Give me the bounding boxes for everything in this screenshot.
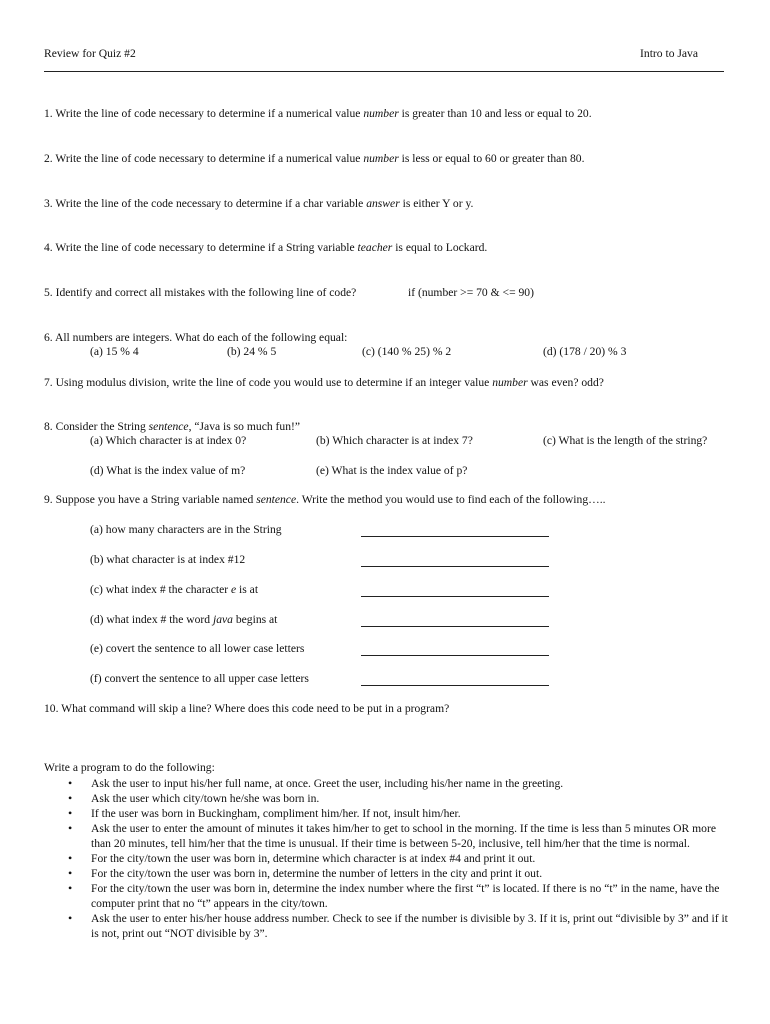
list-item: • Ask the user to input his/her full name, at once. Greet the user, including his/her name in the greeting. — [44, 776, 734, 791]
question-9-variable: sentence — [256, 493, 297, 506]
answer-blank-c[interactable] — [361, 584, 549, 597]
question-9-item-c — [90, 583, 258, 597]
question-9-item-c-text: (c) what index # the character — [90, 583, 231, 596]
question-4-text-end: is equal to Lockard. — [392, 241, 488, 254]
list-item: • Ask the user which city/town he/she was born in. — [44, 791, 734, 806]
list-item: • If the user was born in Buckingham, compliment him/her. If not, insult him/her. — [44, 806, 734, 821]
question-8-text-end: , “Java is so much fun!” — [188, 420, 300, 433]
question-9-item-d-variable: java — [213, 613, 233, 626]
question-9-text-end: . Write the method you would use to find each of the following….. — [296, 493, 606, 506]
question-9-item-a: (a) how many characters are in the String — [90, 523, 282, 536]
answer-blank-a[interactable] — [361, 524, 549, 537]
list-item: • For the city/town the user was born in, determine the number of letters in the city and print it out. — [44, 866, 734, 881]
question-5-code: if (number >= 70 & <= 90) — [408, 286, 534, 299]
question-9-text: 9. Suppose you have a String variable named — [44, 493, 257, 506]
question-6-option-b: (b) 24 % 5 — [227, 345, 277, 358]
question-6-option-d: (d) (178 / 20) % 3 — [543, 345, 627, 358]
question-4-text: 4. Write the line of code necessary to determine if a String variable — [44, 241, 358, 254]
question-3-variable: answer — [366, 197, 400, 210]
question-9-item-e: (e) covert the sentence to all lower case letters — [90, 642, 305, 655]
question-7-text-end: was even? odd? — [527, 376, 604, 389]
question-9-item-d-text-end: begins at — [232, 613, 278, 626]
question-2-text-end: is less or equal to 60 or greater than 80. — [398, 152, 585, 165]
header-right-title: Intro to Java — [640, 47, 698, 60]
question-3 — [44, 197, 473, 211]
question-8-option-c: (c) What is the length of the string? — [543, 434, 708, 447]
question-8-option-b: (b) Which character is at index 7? — [316, 434, 473, 447]
question-7-text: 7. Using modulus division, write the line of code you would use to determine if an integer value — [44, 376, 493, 389]
list-item: • For the city/town the user was born in, determine which character is at index #4 and print it out. — [44, 851, 734, 866]
question-9-item-c-variable: e — [230, 583, 237, 596]
header-left-title: Review for Quiz #2 — [44, 47, 136, 60]
question-9-item-d-text: (d) what index # the word — [90, 613, 213, 626]
question-6-option-a: (a) 15 % 4 — [90, 345, 139, 358]
question-5 — [44, 286, 356, 300]
question-8 — [44, 420, 300, 434]
question-2 — [44, 152, 585, 166]
question-1-text: 1. Write the line of code necessary to determine if a numerical value — [44, 107, 364, 120]
list-item: • For the city/town the user was born in, determine the index number where the first “t” is located. If there is no “t” in the name, have the computer print that no “t” appears in the city/town. — [44, 881, 734, 911]
answer-blank-f[interactable] — [361, 673, 549, 686]
question-3-text: 3. Write the line of the code necessary to determine if a char variable — [44, 197, 367, 210]
question-1-variable: number — [363, 107, 399, 120]
question-9-item-d — [90, 613, 277, 627]
question-1-text-end: is greater than 10 and less or equal to 20. — [398, 107, 592, 120]
header-divider — [44, 71, 724, 72]
question-8-option-e: (e) What is the index value of p? — [316, 464, 468, 477]
answer-blank-e[interactable] — [361, 643, 549, 656]
question-9-item-c-text-end: is at — [236, 583, 259, 596]
question-5-text: 5. Identify and correct all mistakes with the following line of code? — [44, 286, 357, 299]
question-6-option-c: (c) (140 % 25) % 2 — [362, 345, 452, 358]
question-6: 6. All numbers are integers. What do each of the following equal: — [44, 331, 348, 344]
program-intro: Write a program to do the following: — [44, 761, 215, 774]
question-4 — [44, 241, 487, 255]
question-8-option-a: (a) Which character is at index 0? — [90, 434, 247, 447]
answer-blank-d[interactable] — [361, 614, 549, 627]
answer-blank-b[interactable] — [361, 554, 549, 567]
list-item: • Ask the user to enter his/her house address number. Check to see if the number is divisible by 3. If it is, print out “divisible by 3” and if it is not, print out “NOT divisible by 3”. — [44, 911, 734, 941]
question-2-variable: number — [363, 152, 399, 165]
question-9 — [44, 493, 606, 507]
question-8-text: 8. Consider the String — [44, 420, 149, 433]
question-9-item-b: (b) what character is at index #12 — [90, 553, 246, 566]
question-9-item-f: (f) convert the sentence to all upper case letters — [90, 672, 309, 685]
question-7-variable: number — [492, 376, 528, 389]
question-4-variable: teacher — [357, 241, 393, 254]
question-10: 10. What command will skip a line? Where does this code need to be put in a program? — [44, 702, 450, 715]
list-item: • Ask the user to enter the amount of minutes it takes him/her to get to school in the morning. If the time is less than 5 minutes OR more than 20 minutes, tell him/her that the time is unusual. If their time is between 5-20, inclusive, tell him/her that the time is normal. — [44, 821, 734, 851]
program-requirements-list — [44, 776, 734, 941]
question-8-option-d: (d) What is the index value of m? — [90, 464, 246, 477]
question-7 — [44, 376, 604, 390]
question-3-text-end: is either Y or y. — [399, 197, 474, 210]
question-2-text: 2. Write the line of code necessary to determine if a numerical value — [44, 152, 364, 165]
question-1 — [44, 107, 592, 121]
question-8-variable: sentence — [148, 420, 189, 433]
